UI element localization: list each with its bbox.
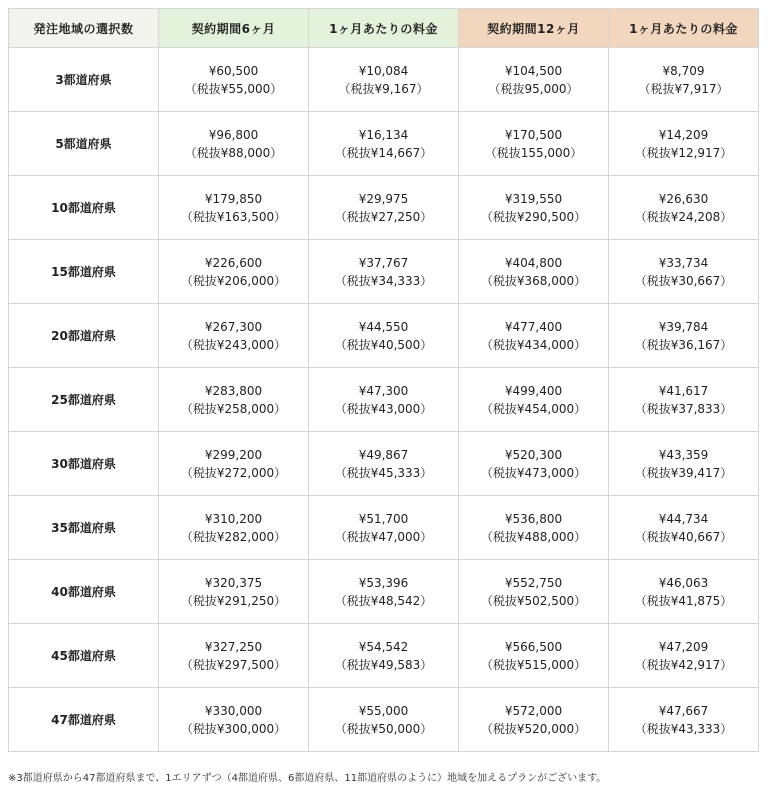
table-row [9, 560, 759, 624]
table-header-row [9, 9, 759, 48]
footnote: ※3都道府県から47都道府県まで、1エリアずつ（4都道府県、6都道府県、11都道府県のように）地域を加えるプランがございます。 [8, 773, 607, 784]
price-tax-excluded: （税抜¥48,542） [334, 593, 433, 608]
price-tax-included: ¥47,667 [658, 703, 709, 718]
region-count-cell: 45都道府県 [9, 624, 159, 688]
price-tax-included: ¥520,300 [504, 447, 563, 462]
price-6-month-cell [159, 368, 309, 432]
price-tax-included: ¥16,134 [358, 127, 409, 142]
price-6-month-cell [159, 304, 309, 368]
price-tax-included: ¥477,400 [504, 319, 563, 334]
region-count-cell: 35都道府県 [9, 496, 159, 560]
price-tax-included: ¥299,200 [204, 447, 263, 462]
price-tax-excluded: （税抜¥434,000） [480, 337, 587, 352]
price-tax-excluded: （税抜¥502,500） [480, 593, 587, 608]
table-row [9, 368, 759, 432]
price-12-month-cell [459, 176, 609, 240]
price-tax-excluded: （税抜¥40,667） [634, 529, 733, 544]
price-tax-included: ¥283,800 [204, 383, 263, 398]
price-tax-excluded: （税抜¥243,000） [180, 337, 287, 352]
price-tax-excluded: （税抜¥258,000） [180, 401, 287, 416]
region-count-cell: 30都道府県 [9, 432, 159, 496]
price-tax-included: ¥60,500 [208, 63, 259, 78]
price-tax-included: ¥10,084 [358, 63, 409, 78]
price-tax-excluded: （税抜¥39,417） [634, 465, 733, 480]
price-12-month-cell [459, 48, 609, 112]
price-tax-included: ¥47,300 [358, 383, 409, 398]
monthly-6-month-cell [309, 112, 459, 176]
price-tax-excluded: （税抜¥206,000） [180, 273, 287, 288]
table-row [9, 176, 759, 240]
monthly-12-month-cell [609, 432, 759, 496]
price-6-month-cell [159, 496, 309, 560]
price-tax-excluded: （税抜¥454,000） [480, 401, 587, 416]
price-tax-included: ¥104,500 [504, 63, 563, 78]
price-tax-included: ¥319,550 [504, 191, 563, 206]
price-tax-included: ¥96,800 [208, 127, 259, 142]
price-12-month-cell [459, 112, 609, 176]
price-6-month-cell [159, 624, 309, 688]
price-tax-included: ¥46,063 [658, 575, 709, 590]
price-12-month-cell [459, 624, 609, 688]
monthly-6-month-cell [309, 304, 459, 368]
price-tax-excluded: （税抜¥34,333） [334, 273, 433, 288]
price-tax-excluded: （税抜¥55,000） [184, 81, 283, 96]
price-tax-included: ¥330,000 [204, 703, 263, 718]
price-12-month-cell [459, 368, 609, 432]
price-tax-excluded: （税抜¥473,000） [480, 465, 587, 480]
price-tax-included: ¥170,500 [504, 127, 563, 142]
monthly-12-month-cell [609, 176, 759, 240]
monthly-6-month-cell [309, 560, 459, 624]
price-tax-included: ¥404,800 [504, 255, 563, 270]
monthly-12-month-cell [609, 240, 759, 304]
monthly-6-month-cell [309, 432, 459, 496]
price-tax-excluded: （税抜¥368,000） [480, 273, 587, 288]
price-tax-excluded: （税抜¥515,000） [480, 657, 587, 672]
price-tax-included: ¥572,000 [504, 703, 563, 718]
price-tax-excluded: （税抜155,000） [484, 145, 583, 160]
price-tax-included: ¥267,300 [204, 319, 263, 334]
price-tax-included: ¥14,209 [658, 127, 709, 142]
price-6-month-cell [159, 112, 309, 176]
price-tax-included: ¥536,800 [504, 511, 563, 526]
region-count-cell: 5都道府県 [9, 112, 159, 176]
price-12-month-cell [459, 304, 609, 368]
monthly-6-month-cell [309, 48, 459, 112]
price-tax-excluded: （税抜¥36,167） [634, 337, 733, 352]
price-tax-included: ¥51,700 [358, 511, 409, 526]
price-tax-included: ¥26,630 [658, 191, 709, 206]
price-tax-excluded: （税抜¥7,917） [638, 81, 729, 96]
price-tax-included: ¥29,975 [358, 191, 409, 206]
table-row [9, 240, 759, 304]
price-tax-excluded: （税抜95,000） [488, 81, 579, 96]
price-tax-included: ¥41,617 [658, 383, 709, 398]
price-tax-excluded: （税抜¥520,000） [480, 721, 587, 736]
price-12-month-cell [459, 240, 609, 304]
price-tax-excluded: （税抜¥24,208） [634, 209, 733, 224]
monthly-12-month-cell [609, 560, 759, 624]
monthly-12-month-cell [609, 112, 759, 176]
header-6-month-term: 契約期間6ヶ月 [159, 9, 309, 48]
price-tax-excluded: （税抜¥290,500） [480, 209, 587, 224]
header-6-month-monthly-fee: 1ヶ月あたりの料金 [309, 9, 459, 48]
price-tax-included: ¥8,709 [662, 63, 705, 78]
monthly-6-month-cell [309, 496, 459, 560]
price-6-month-cell [159, 48, 309, 112]
price-tax-included: ¥54,542 [358, 639, 409, 654]
monthly-6-month-cell [309, 624, 459, 688]
monthly-12-month-cell [609, 688, 759, 752]
region-count-cell: 3都道府県 [9, 48, 159, 112]
monthly-6-month-cell [309, 240, 459, 304]
price-tax-excluded: （税抜¥47,000） [334, 529, 433, 544]
table-row [9, 432, 759, 496]
price-table-container [8, 8, 758, 752]
price-tax-excluded: （税抜¥45,333） [334, 465, 433, 480]
price-tax-included: ¥44,734 [658, 511, 709, 526]
price-tax-excluded: （税抜¥40,500） [334, 337, 433, 352]
price-tax-included: ¥320,375 [204, 575, 263, 590]
price-12-month-cell [459, 432, 609, 496]
header-12-month-monthly-fee: 1ヶ月あたりの料金 [609, 9, 759, 48]
price-tax-excluded: （税抜¥88,000） [184, 145, 283, 160]
price-tax-included: ¥53,396 [358, 575, 409, 590]
price-tax-excluded: （税抜¥300,000） [180, 721, 287, 736]
monthly-6-month-cell [309, 688, 459, 752]
table-row [9, 624, 759, 688]
price-tax-excluded: （税抜¥291,250） [180, 593, 287, 608]
price-tax-excluded: （税抜¥12,917） [634, 145, 733, 160]
price-tax-excluded: （税抜¥43,333） [634, 721, 733, 736]
price-tax-excluded: （税抜¥9,167） [338, 81, 429, 96]
table-row [9, 688, 759, 752]
monthly-6-month-cell [309, 368, 459, 432]
price-tax-included: ¥327,250 [204, 639, 263, 654]
price-6-month-cell [159, 688, 309, 752]
monthly-12-month-cell [609, 304, 759, 368]
price-tax-included: ¥55,000 [358, 703, 409, 718]
region-count-cell: 15都道府県 [9, 240, 159, 304]
price-tax-excluded: （税抜¥272,000） [180, 465, 287, 480]
price-tax-excluded: （税抜¥42,917） [634, 657, 733, 672]
price-tax-excluded: （税抜¥282,000） [180, 529, 287, 544]
monthly-12-month-cell [609, 624, 759, 688]
price-tax-included: ¥37,767 [358, 255, 409, 270]
header-region-count: 発注地域の選択数 [9, 9, 159, 48]
price-tax-excluded: （税抜¥30,667） [634, 273, 733, 288]
price-tax-excluded: （税抜¥50,000） [334, 721, 433, 736]
price-tax-excluded: （税抜¥488,000） [480, 529, 587, 544]
table-row [9, 48, 759, 112]
price-6-month-cell [159, 240, 309, 304]
region-count-cell: 20都道府県 [9, 304, 159, 368]
price-12-month-cell [459, 688, 609, 752]
price-tax-included: ¥566,500 [504, 639, 563, 654]
price-tax-included: ¥552,750 [504, 575, 563, 590]
price-tax-excluded: （税抜¥37,833） [634, 401, 733, 416]
price-tax-included: ¥33,734 [658, 255, 709, 270]
region-count-cell: 25都道府県 [9, 368, 159, 432]
price-tax-included: ¥43,359 [658, 447, 709, 462]
table-body [9, 48, 759, 752]
price-tax-excluded: （税抜¥27,250） [334, 209, 433, 224]
price-12-month-cell [459, 496, 609, 560]
price-tax-excluded: （税抜¥49,583） [334, 657, 433, 672]
price-6-month-cell [159, 176, 309, 240]
price-tax-included: ¥179,850 [204, 191, 263, 206]
monthly-12-month-cell [609, 496, 759, 560]
table-row [9, 112, 759, 176]
monthly-12-month-cell [609, 48, 759, 112]
monthly-6-month-cell [309, 176, 459, 240]
price-tax-included: ¥49,867 [358, 447, 409, 462]
price-6-month-cell [159, 432, 309, 496]
price-6-month-cell [159, 560, 309, 624]
price-tax-excluded: （税抜¥297,500） [180, 657, 287, 672]
region-count-cell: 40都道府県 [9, 560, 159, 624]
price-tax-included: ¥499,400 [504, 383, 563, 398]
price-table [8, 8, 759, 752]
price-tax-excluded: （税抜¥163,500） [180, 209, 287, 224]
price-12-month-cell [459, 560, 609, 624]
price-tax-excluded: （税抜¥43,000） [334, 401, 433, 416]
price-tax-excluded: （税抜¥41,875） [634, 593, 733, 608]
price-tax-included: ¥226,600 [204, 255, 263, 270]
table-row [9, 496, 759, 560]
table-row [9, 304, 759, 368]
price-tax-included: ¥310,200 [204, 511, 263, 526]
region-count-cell: 47都道府県 [9, 688, 159, 752]
monthly-12-month-cell [609, 368, 759, 432]
price-tax-excluded: （税抜¥14,667） [334, 145, 433, 160]
price-tax-included: ¥47,209 [658, 639, 709, 654]
price-tax-included: ¥44,550 [358, 319, 409, 334]
price-tax-included: ¥39,784 [658, 319, 709, 334]
region-count-cell: 10都道府県 [9, 176, 159, 240]
header-12-month-term: 契約期間12ヶ月 [459, 9, 609, 48]
